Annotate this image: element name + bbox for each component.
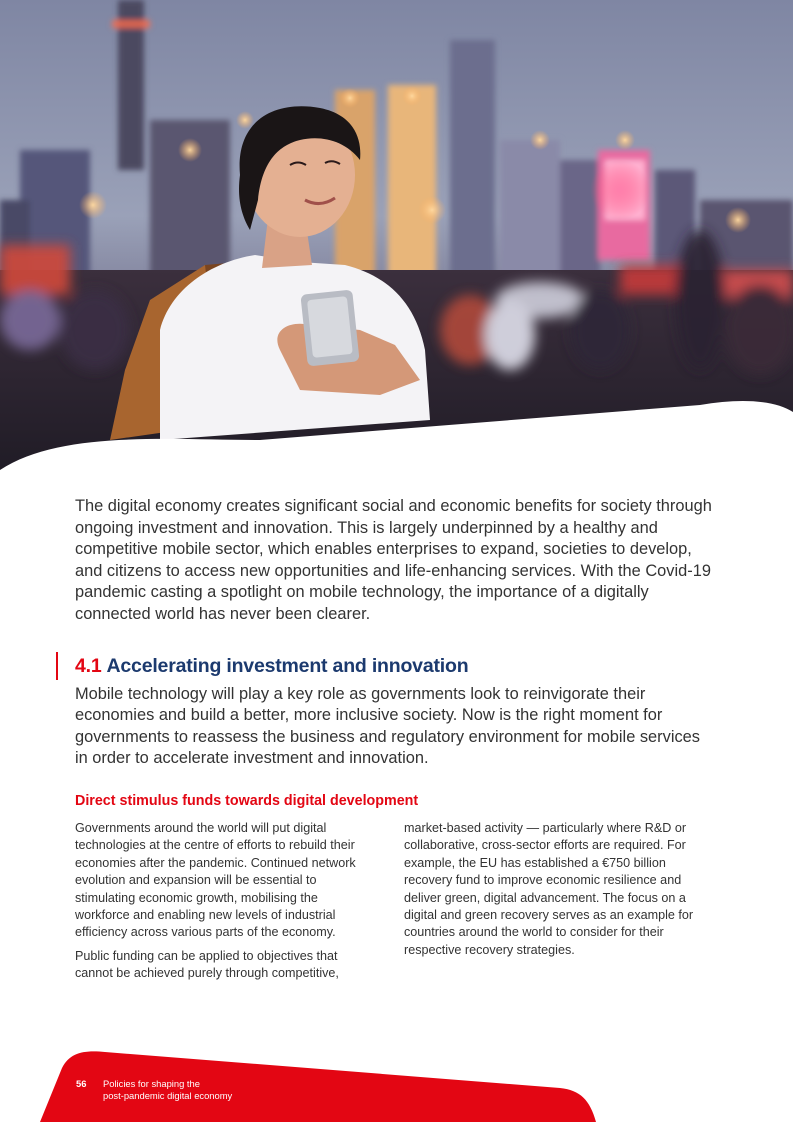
right-column: [404, 820, 709, 965]
body-paragraph: market-based activity — particularly where R&D or collaborative, cross-sector efforts are required. For example, the EU has established a €750 billion recovery fund to improve economic resilience and deliver green, digital advancement. The focus on a digital and green recovery serves as an example for countries around the world to consider for their respective recovery strategies.: [404, 821, 694, 957]
page-number: 56: [76, 1078, 87, 1089]
footer-title-line2: post-pandemic digital economy: [103, 1090, 233, 1101]
section-number: 4.1: [75, 654, 102, 677]
hero-photo: [0, 0, 793, 480]
left-column: [75, 820, 373, 989]
intro-paragraph: The digital economy creates significant social and economic benefits for society through ongoing investment and innovation. This is largely underpinned by a healthy and competitive mobile sector, which enables enterprises to expand, societies to develop, and citizens to access new opportunities and life-enhancing services. With the Covid-19 pandemic casting a spotlight on mobile technology, the importance of a digitally connected world has never been clearer.: [75, 497, 712, 623]
section-accent-bar: [56, 652, 58, 680]
footer: [76, 1078, 232, 1102]
section-title: [75, 655, 468, 678]
body-paragraph: Public funding can be applied to objectives that cannot be achieved purely through competitive,: [75, 948, 339, 981]
subsection-title: Direct stimulus funds towards digital development: [75, 793, 419, 809]
section-title-text: Accelerating investment and innovation: [106, 654, 469, 677]
footer-title-line1: Policies for shaping the: [103, 1078, 200, 1089]
footer-title: [103, 1078, 232, 1102]
section-lead-paragraph: Mobile technology will play a key role as governments look to reinvigorate their economies and build a better, more inclusive society. Now is the right moment for governments to reassess the business and regulatory environment for mobile services in order to accelerate investment and innovation.: [75, 685, 700, 768]
section-heading: [56, 652, 468, 680]
hero-illustration: [0, 0, 793, 480]
body-paragraph: Governments around the world will put digital technologies at the centre of efforts to rebuild their economies after the pandemic. Continued network evolution and expansion will be essential to stimulating economic growth, mobilising the workforce and enabling new levels of industrial efficiency across various parts of the economy.: [75, 821, 356, 940]
